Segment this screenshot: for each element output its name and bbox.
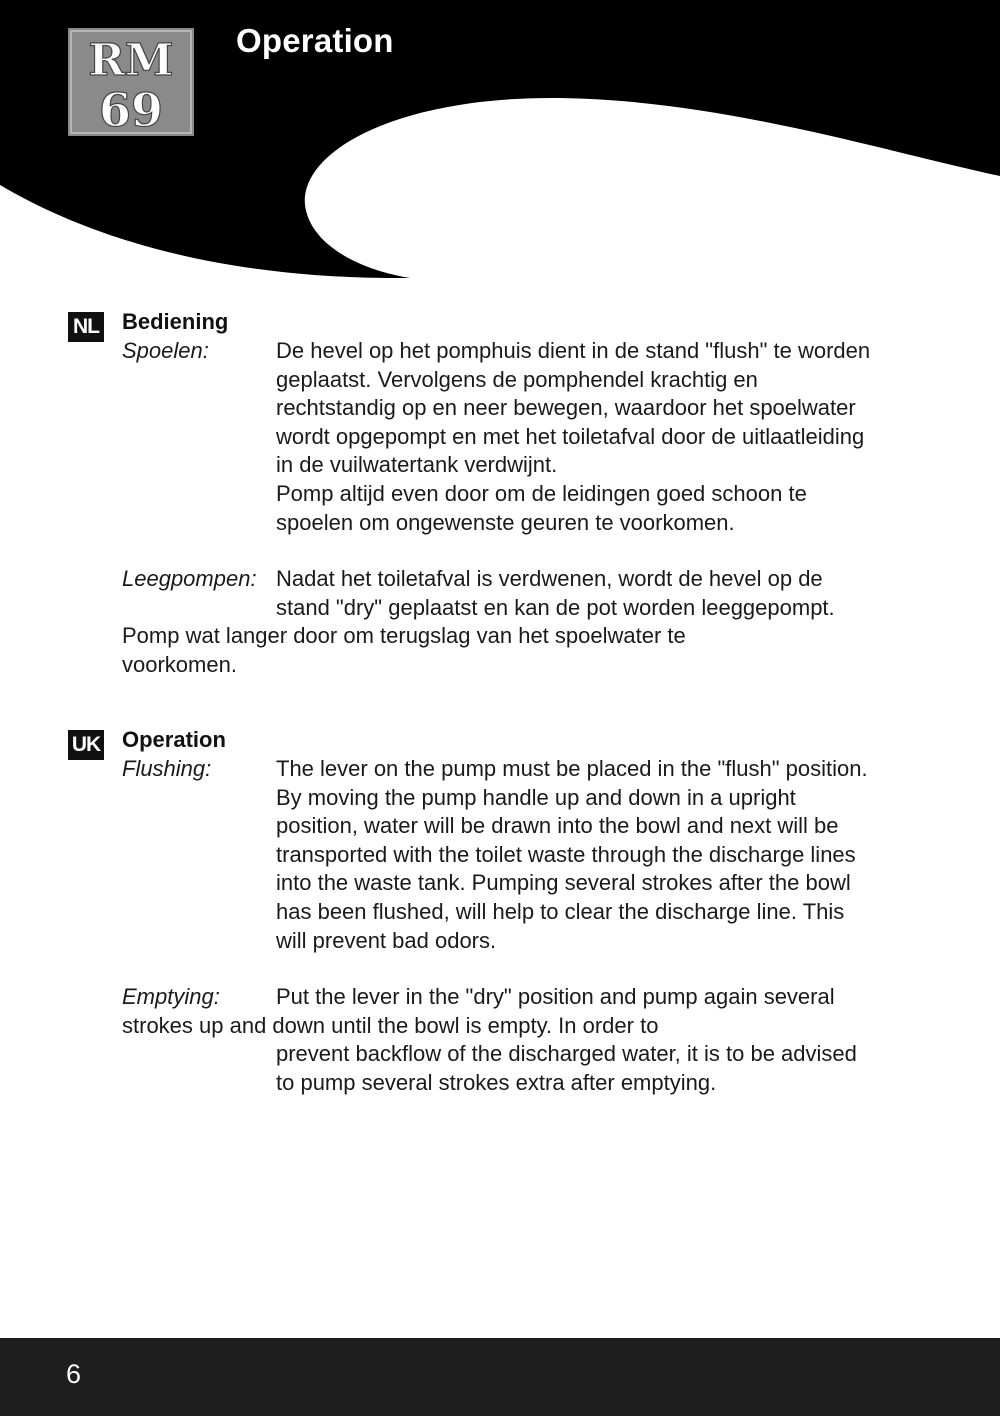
- nl-rinse-term: Spoelen:: [122, 338, 209, 363]
- uk-empty-rest: [276, 1040, 936, 1097]
- nl-rinse-definition: [276, 337, 936, 537]
- text-line: will prevent bad odors.: [276, 927, 497, 953]
- nl-empty-term: Leegpompen:: [122, 566, 257, 591]
- text-line: Pomp wat langer door om terugslag van het spoelwater te: [122, 623, 686, 648]
- text-line: stand "dry" geplaatst en kan de pot worden leeggepompt.: [276, 594, 835, 620]
- text-line: spoelen om ongewenste geuren te voorkomen.: [276, 509, 735, 535]
- text-line: geplaatst. Vervolgens de pomphendel krachtig en: [276, 366, 758, 392]
- text-line: The lever on the pump must be placed in the "flush" position.: [276, 756, 868, 781]
- rm69-logo: [68, 28, 194, 136]
- uk-section-heading: Operation: [122, 727, 226, 752]
- text-line: By moving the pump handle up and down in a upright: [276, 784, 796, 810]
- svg-text:RM: RM: [88, 35, 174, 86]
- svg-text:69: 69: [98, 83, 164, 136]
- text-line: De hevel op het pomphuis dient in de stand "flush" te worden: [276, 338, 871, 363]
- text-line: Nadat het toiletafval is verdwenen, wordt de hevel op de: [276, 566, 823, 591]
- uk-empty-term: Emptying:: [122, 984, 220, 1009]
- nl-empty-definition: [276, 565, 936, 622]
- nl-flag-badge: NL: [68, 312, 104, 342]
- page-number: 6: [66, 1359, 82, 1389]
- nl-section-heading: Bediening: [122, 309, 229, 334]
- nl-note: [122, 622, 686, 679]
- uk-flag-badge: UK: [68, 730, 104, 760]
- text-line: wordt opgepompt en met het toiletafval door de uitlaatleiding: [276, 423, 865, 449]
- uk-flush-term: Flushing:: [122, 756, 212, 781]
- uk-empty-first-line: [276, 983, 936, 1012]
- text-line: rechtstandig op en neer bewegen, waardoor het spoelwater: [276, 395, 856, 421]
- text-line: to pump several strokes extra after emptying.: [276, 1069, 717, 1095]
- text-line: transported with the toilet waste through the discharge lines: [276, 841, 856, 867]
- text-line: Put the lever in the "dry" position and pump again several: [276, 984, 835, 1009]
- text-line: into the waste tank. Pumping several strokes after the bowl: [276, 870, 851, 896]
- footer-bar: [0, 1338, 1000, 1416]
- uk-flush-definition: [276, 755, 936, 955]
- page-title: Operation: [236, 22, 394, 59]
- text-line: position, water will be drawn into the bowl and next will be: [276, 813, 839, 839]
- text-line: has been flushed, will help to clear the discharge line. This: [276, 898, 845, 924]
- text-line: Pomp altijd even door om de leidingen goed schoon te: [276, 480, 807, 506]
- text-line: prevent backflow of the discharged water, it is to be advised: [276, 1041, 857, 1066]
- text-line: in de vuilwatertank verdwijnt.: [276, 452, 558, 478]
- text-line: strokes up and down until the bowl is empty. In order to: [122, 1013, 659, 1038]
- uk-empty-wrap-line: [122, 1012, 658, 1041]
- text-line: voorkomen.: [122, 651, 237, 677]
